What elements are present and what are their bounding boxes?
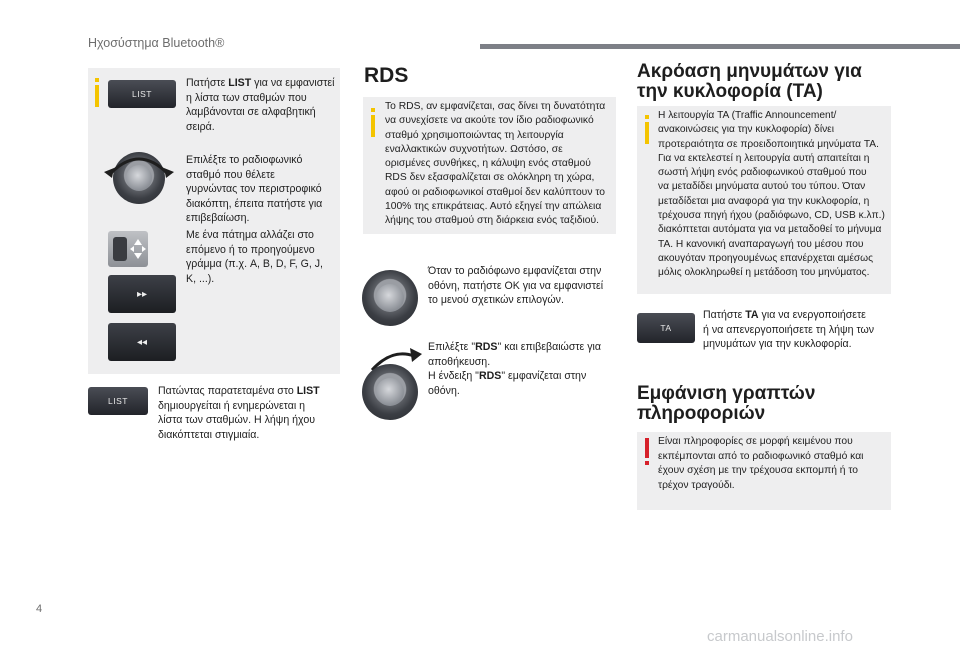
line: τρέχουσα πηγή ήχου (ραδιόφωνο, CD, USB κ.λπ.)	[658, 210, 885, 222]
line: γυρνώντας τον περιστροφικό	[186, 183, 322, 195]
info-marker	[95, 85, 99, 107]
line: αποθήκευση.	[428, 355, 491, 368]
line: διακόπτεται στιγμιαία.	[158, 428, 260, 441]
line: Το RDS, αν εμφανίζεται, σας δίνει τη δυνατότητα	[385, 101, 606, 112]
list-button: LIST	[88, 387, 148, 415]
line: Πατήστε TA για να ενεργοποιήσετε	[703, 309, 866, 321]
line: Επιλέξτε "RDS" και επιβεβαιώστε για	[428, 341, 601, 353]
line: να συνεχίσετε να ακούτε τον ίδιο ραδιοφωνικό	[385, 115, 594, 127]
paragraph	[158, 384, 342, 442]
ta-button: TA	[637, 313, 695, 343]
line: επιβεβαίωση.	[186, 212, 250, 224]
list-button: LIST	[108, 80, 176, 108]
line: TA. Η κανονική αναπαραγωγή του μέσου που	[658, 238, 864, 250]
heading-text-info	[637, 384, 937, 424]
knob-cap	[376, 378, 404, 406]
line: 100% της επικράτειας. Αυτό εξηγεί την απώλεια	[385, 201, 602, 213]
line: Πατήστε LIST για να εμφανιστεί	[186, 77, 335, 89]
line: λήψης του σταθμού στη διάρκεια ενός ταξιδιού.	[385, 215, 599, 227]
line: διακόπτη, έπειτα πατήστε για	[186, 197, 323, 210]
line: σειρά.	[186, 120, 215, 133]
heading-traffic-announcements	[637, 62, 937, 102]
line: αφού οι ραδιοφωνικοί σταθμοί δεν καλύπτουν το	[385, 186, 605, 198]
line: Όταν το ραδιόφωνο εμφανίζεται στην	[428, 265, 602, 277]
line: Για να εκτελεστεί η λειτουργία αυτή απαιτείται η	[658, 152, 870, 164]
line: K, ...).	[186, 272, 215, 285]
line: γράμμα (π.χ. A, B, D, F, G, J,	[186, 258, 323, 270]
line: δημιουργείται ή ενημερώνεται η	[158, 399, 306, 412]
paragraph	[703, 308, 893, 352]
line: Είναι πληροφορίες σε μορφή κειμένου που	[658, 436, 853, 447]
line: έχουν σχέση με την τρέχουσα εκπομπή ή το	[658, 465, 859, 476]
heading-line: την κυκλοφορία (TA)	[637, 81, 823, 102]
line: μόλις ολοκληρωθεί η μετάδοση του μηνύματος.	[658, 267, 870, 279]
heading-line: πληροφοριών	[637, 403, 766, 424]
line: σταθμό που θέλετε	[186, 168, 275, 181]
line: μηνυμάτων για την κυκλοφορία.	[703, 338, 852, 350]
line: να μεταδίδει μηνύματα αυτού του τύπου. Όταν	[658, 181, 866, 193]
line: οθόνη.	[428, 384, 460, 397]
arrow-pad-graphic	[108, 231, 148, 267]
rotate-arrows-icon	[102, 144, 176, 184]
watermark: carmanualsonline.info	[707, 628, 853, 645]
warning-text	[658, 435, 891, 493]
header-bar	[480, 44, 960, 49]
line: προτεραιότητα σε προειδοποιητικά μηνύματα TA.	[658, 138, 879, 150]
info-marker	[645, 122, 649, 144]
ok-knob	[362, 270, 418, 326]
line: λαμβάνονται σε αλφαβητική	[186, 106, 316, 118]
line: RDS δεν εξασφαλίζεται σε ολόκληρη τη χώρα,	[385, 172, 595, 184]
paragraph	[428, 340, 618, 398]
line: ορισμένες συνθήκες, η κάλυψη ενός σταθμού	[385, 158, 591, 170]
line: τρέχον τραγούδι.	[658, 479, 735, 491]
section-title: Ηχοσύστημα Bluetooth®	[88, 36, 225, 50]
line: διακόπτεται αυτόματα για να μεταδοθεί το μήνυμα	[658, 224, 882, 236]
line: ή να απενεργοποιήσετε τη λήψη των	[703, 323, 875, 336]
paragraph	[186, 153, 338, 226]
info-marker	[371, 115, 375, 137]
line: το μενού σχετικών επιλογών.	[428, 294, 564, 306]
selector-knob	[362, 364, 418, 420]
page-number: 4	[36, 603, 43, 615]
line: οθόνη, πατήστε OK για να εμφανιστεί	[428, 279, 604, 292]
line: σωστή λήψη ενός ραδιοφωνικού σταθμού που	[658, 167, 867, 179]
line: εναλλακτικών συχνοτήτων. Ωστόσο, σε	[385, 143, 563, 155]
heading-line: Ακρόαση μηνυμάτων για	[637, 61, 862, 82]
line: Επιλέξτε το ραδιοφωνικό	[186, 154, 303, 166]
line: η λίστα των σταθμών που	[186, 91, 307, 104]
info-text	[385, 100, 615, 229]
warning-marker	[645, 438, 649, 458]
previous-button-icon: ◂◂	[108, 323, 176, 361]
line: σταθμό χρησιμοποιώντας τη λειτουργία	[385, 129, 564, 141]
heading-rds: RDS	[364, 64, 409, 87]
info-text	[658, 109, 891, 281]
line: λίστα των σταθμών. Η λήψη ήχου	[158, 414, 316, 426]
line: εκπέμπονται από το ραδιοφωνικό σταθμό και	[658, 450, 864, 462]
line: Με ένα πάτημα αλλάζει στο	[186, 229, 314, 241]
next-button-icon: ▸▸	[108, 275, 176, 313]
line: ακουγόταν προηγουμένως επανέρχεται αμέσως	[658, 252, 874, 264]
line: επόμενο ή το προηγούμενο	[186, 243, 315, 256]
line: μεταδίδεται μια αναφορά για την κυκλοφορία, η	[658, 195, 870, 207]
line: Η ένδειξη "RDS" εμφανίζεται στην	[428, 370, 587, 382]
paragraph	[428, 264, 618, 308]
paragraph	[186, 228, 338, 286]
line: Η λειτουργία TA (Traffic Announcement/	[658, 110, 837, 121]
line: Πατώντας παρατεταμένα στο LIST	[158, 385, 320, 397]
arrow-pad-icon	[108, 231, 148, 267]
heading-line: Εμφάνιση γραπτών	[637, 383, 816, 404]
line: ανακοινώσεις για την κυκλοφορία) δίνει	[658, 124, 834, 136]
knob-cap	[376, 284, 404, 312]
paragraph	[186, 76, 338, 134]
